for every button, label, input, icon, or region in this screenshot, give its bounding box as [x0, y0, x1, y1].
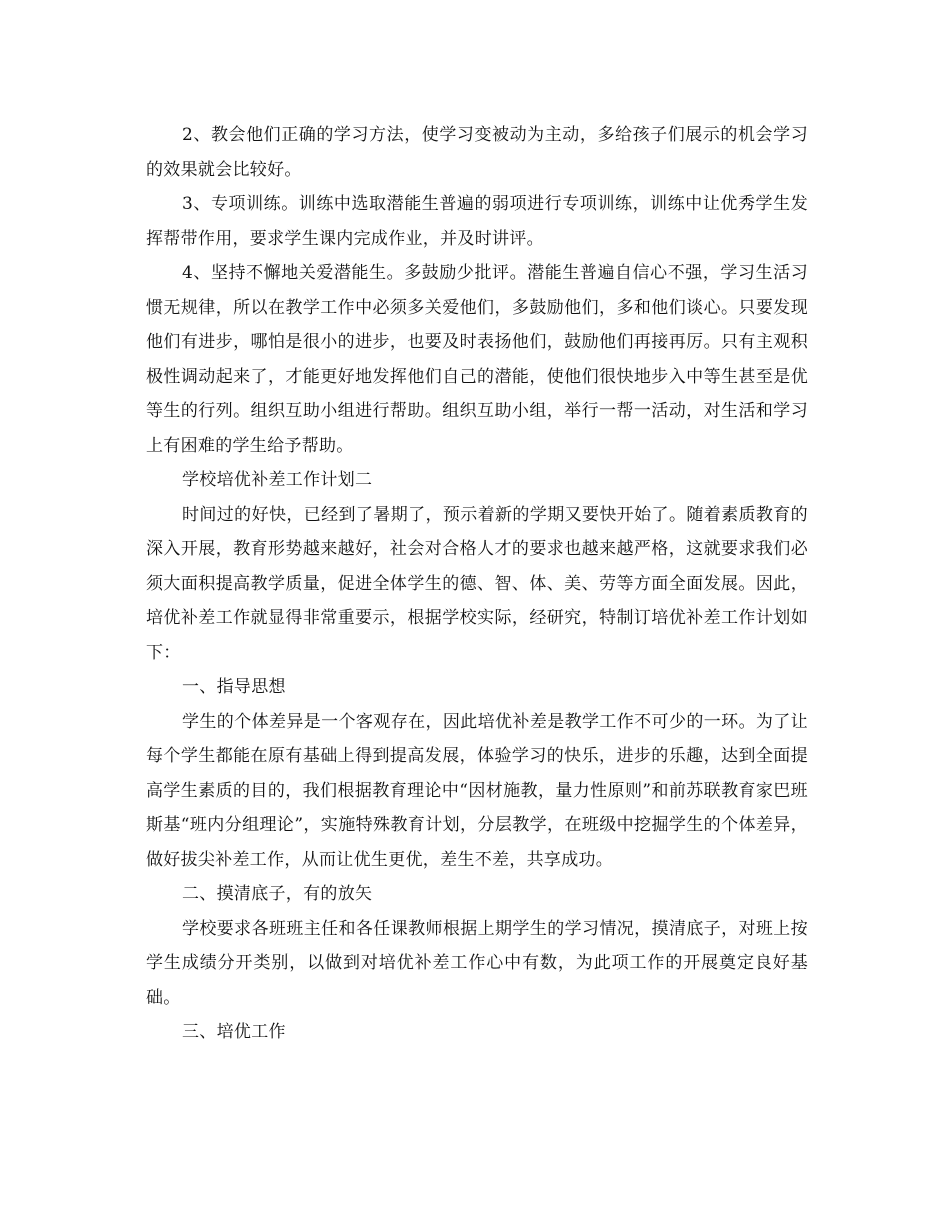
document-body [146, 118, 808, 1050]
paragraph-intro: 时间过的好快，已经到了暑期了，预示着新的学期又要快开始了。随着素质教育的深入开展，教育形势越来越好，社会对合格人才的要求也越来越严格，这就要求我们必须大面积提高教学质量，促进全体学生的德、智、体、美、劳等方面全面发展。因此，培优补差工作就显得非常重要示，根据学校实际，经研究，特制订培优补差工作计划如下： [146, 504, 808, 663]
paragraph-guiding-thought: 学生的个体差异是一个客观存在，因此培优补差是教学工作不可少的一环。为了让每个学生都能在原有基础上得到提高发展，体验学习的快乐，进步的乐趣，达到全面提高学生素质的目的，我们根据教育理论中“因材施教，量力性原则”和前苏联教育家巴班斯基“班内分组理论”，实施特殊教育计划，分层教学，在班级中挖掘学生的个体差异，做好拔尖补差工作，从而让优生更优，差生不差，共享成功。 [146, 711, 808, 870]
paragraph-special-training: 3、专项训练。训练中选取潜能生普遍的弱项进行专项训练，训练中让优秀学生发挥帮带作用，要求学生课内完成作业，并及时讲评。 [146, 194, 808, 249]
paragraph-assess-students: 学校要求各班班主任和各任课教师根据上期学生的学习情况，摸清底子，对班上按学生成绩分开类别，以做到对培优补差工作心中有数，为此项工作的开展奠定良好基础。 [146, 918, 808, 1008]
heading-guiding-thought: 一、指导思想 [182, 677, 286, 697]
paragraph-method: 2、教会他们正确的学习方法，使学习变被动为主动，多给孩子们展示的机会学习的效果就会比较好。 [146, 125, 808, 180]
section-title-plan-two: 学校培优补差工作计划二 [182, 470, 373, 490]
paragraph-care-students: 4、坚持不懈地关爱潜能生。多鼓励少批评。潜能生普遍自信心不强，学习生活习惯无规律，所以在教学工作中必须多关爱他们，多鼓励他们，多和他们谈心。只要发现他们有进步，哪怕是很小的进步，也要及时表扬他们，鼓励他们再接再厉。只有主观积极性调动起来了，才能更好地发挥他们自己的潜能，使他们很快地步入中等生甚至是优等生的行列。组织互助小组进行帮助。组织互助小组，举行一帮一活动，对生活和学习上有困难的学生给予帮助。 [146, 263, 808, 456]
heading-assess-students: 二、摸清底子，有的放矢 [182, 884, 373, 904]
heading-excellence-work: 三、培优工作 [182, 1022, 286, 1042]
